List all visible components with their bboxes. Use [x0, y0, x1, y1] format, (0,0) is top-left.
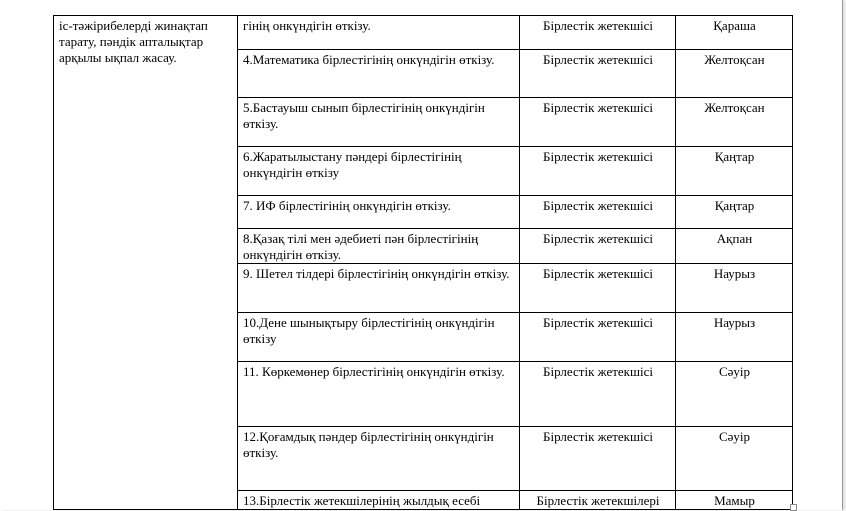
month-cell[interactable]: Желтоқсан [676, 98, 793, 147]
responsible-cell[interactable]: Бірлестік жетекшісі [520, 229, 676, 264]
responsible-cell[interactable]: Бірлестік жетекшісі [520, 427, 676, 491]
month-cell[interactable]: Ақпан [676, 229, 793, 264]
responsible-cell[interactable]: Бірлестік жетекшісі [520, 362, 676, 427]
month-cell[interactable]: Наурыз [676, 264, 793, 313]
month-cell[interactable]: Мамыр [676, 491, 793, 510]
month-cell[interactable]: Қаңтар [676, 147, 793, 196]
responsible-cell[interactable]: Бірлестік жетекшісі [520, 16, 676, 50]
responsible-cell[interactable]: Бірлестік жетекшісі [520, 313, 676, 362]
month-cell[interactable]: Қараша [676, 16, 793, 50]
activity-cell[interactable]: 9. Шетел тілдері бірлестігінің онкүндігін өткізу. [238, 264, 520, 313]
responsible-cell[interactable]: Бірлестік жетекшісі [520, 196, 676, 229]
month-cell[interactable]: Наурыз [676, 313, 793, 362]
responsible-cell[interactable]: Бірлестік жетекшісі [520, 98, 676, 147]
month-cell[interactable]: Сәуір [676, 362, 793, 427]
aim-cell[interactable] [54, 16, 238, 510]
activity-cell[interactable]: 6.Жаратылыстану пәндері бірлестігінің онкүндігін өткізу [238, 147, 520, 196]
responsible-cell[interactable]: Бірлестік жетекшісі [520, 50, 676, 98]
responsible-cell[interactable]: Бірлестік жетекшілері [520, 491, 676, 510]
activity-cell[interactable]: 7. ИФ бірлестігінің онкүндігін өткізу. [238, 196, 520, 229]
activity-cell[interactable]: 4.Математика бірлестігінің онкүндігін өткізу. [238, 50, 520, 98]
activity-cell[interactable]: 12.Қоғамдық пәндер бірлестігінің онкүндігін өткізу. [238, 427, 520, 491]
activity-cell[interactable]: 10.Дене шынықтыру бірлестігінің онкүндігін өткізу [238, 313, 520, 362]
aim-text: іс-тәжірибелерді жинақтап тарату, пәндік апталықтар арқылы ықпал жасау. [59, 18, 208, 65]
activity-cell[interactable]: 11. Көркемөнер бірлестігінің онкүндігін өткізу. [238, 362, 520, 427]
activity-cell[interactable]: 13.Бірлестік жетекшілерінің жылдық есебі [238, 491, 520, 510]
month-cell[interactable]: Қаңтар [676, 196, 793, 229]
table-row [54, 16, 793, 50]
activity-cell[interactable]: 5.Бастауыш сынып бірлестігінің онкүндігін өткізу. [238, 98, 520, 147]
month-cell[interactable]: Желтоқсан [676, 50, 793, 98]
activity-cell[interactable]: 8.Қазақ тілі мен әдебиеті пән бірлестігінің онкүндігін өткізу. [238, 229, 520, 264]
month-cell[interactable]: Сәуір [676, 427, 793, 491]
activity-cell[interactable]: гінің онкүндігін өткізу. [238, 16, 520, 50]
plan-table [53, 15, 793, 510]
responsible-cell[interactable]: Бірлестік жетекшісі [520, 264, 676, 313]
responsible-cell[interactable]: Бірлестік жетекшісі [520, 147, 676, 196]
